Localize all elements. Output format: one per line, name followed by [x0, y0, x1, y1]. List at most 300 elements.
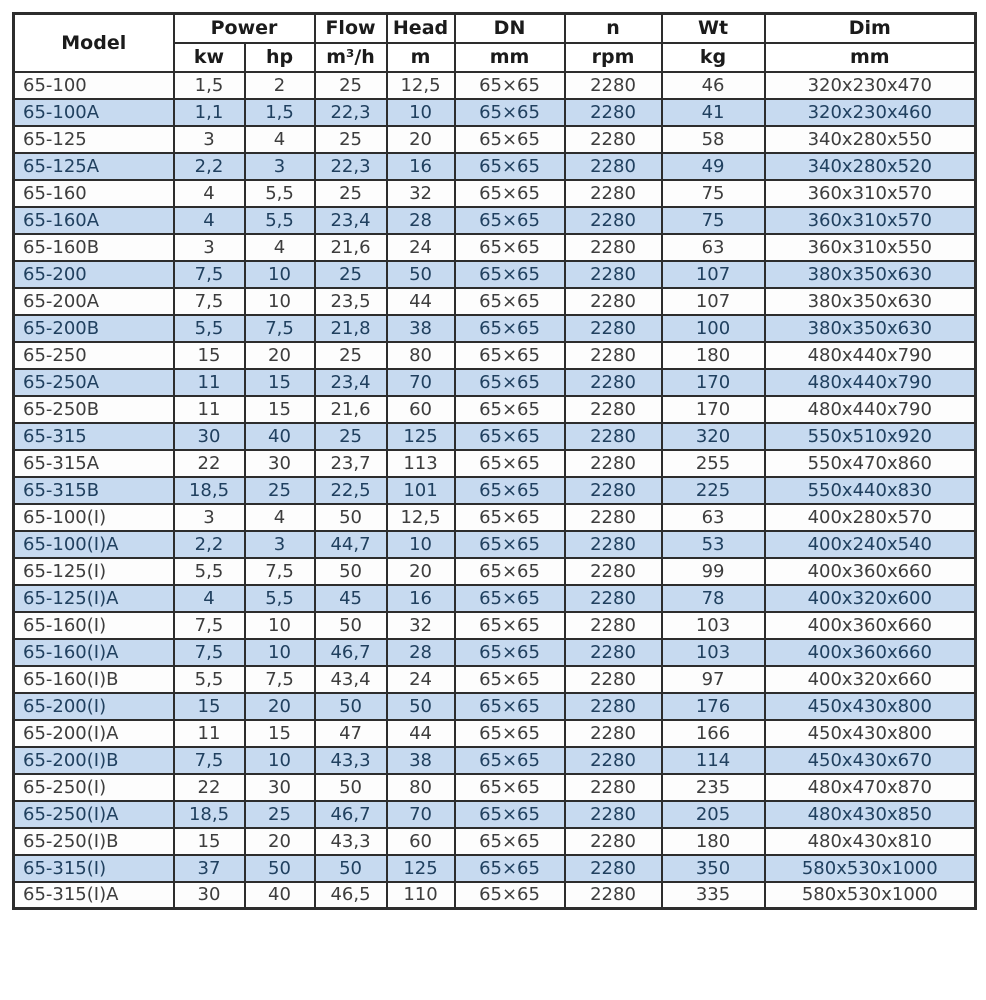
cell-dim: 320x230x460: [765, 99, 976, 126]
column-header-wt: Wt: [662, 14, 765, 43]
table-row: [14, 423, 976, 450]
cell-flow: 23,5: [315, 288, 387, 315]
cell-head: 16: [387, 585, 455, 612]
cell-power-kw: 4: [174, 180, 245, 207]
cell-power-hp: 20: [245, 342, 315, 369]
cell-flow: 25: [315, 72, 387, 99]
cell-dn: 65×65: [455, 774, 565, 801]
cell-head: 50: [387, 693, 455, 720]
cell-power-kw: 22: [174, 774, 245, 801]
cell-dim: 320x230x470: [765, 72, 976, 99]
cell-power-kw: 11: [174, 720, 245, 747]
cell-wt: 99: [662, 558, 765, 585]
cell-dn: 65×65: [455, 180, 565, 207]
cell-dn: 65×65: [455, 207, 565, 234]
cell-head: 20: [387, 558, 455, 585]
table-row: [14, 774, 976, 801]
cell-head: 12,5: [387, 504, 455, 531]
cell-dim: 380x350x630: [765, 288, 976, 315]
column-header-power: Power: [174, 14, 315, 43]
cell-power-kw: 4: [174, 585, 245, 612]
cell-n: 2280: [565, 693, 662, 720]
cell-model: 65-100: [14, 72, 174, 99]
cell-n: 2280: [565, 342, 662, 369]
cell-wt: 63: [662, 504, 765, 531]
cell-wt: 41: [662, 99, 765, 126]
cell-power-kw: 1,5: [174, 72, 245, 99]
cell-dn: 65×65: [455, 504, 565, 531]
cell-power-kw: 7,5: [174, 747, 245, 774]
cell-power-kw: 37: [174, 855, 245, 882]
table-row: [14, 234, 976, 261]
cell-flow: 47: [315, 720, 387, 747]
cell-model: 65-125(I)A: [14, 585, 174, 612]
cell-dim: 480x430x810: [765, 828, 976, 855]
cell-n: 2280: [565, 720, 662, 747]
cell-dn: 65×65: [455, 882, 565, 909]
unit-header-n-rpm: rpm: [565, 43, 662, 72]
cell-wt: 58: [662, 126, 765, 153]
cell-dim: 580x530x1000: [765, 855, 976, 882]
cell-flow: 50: [315, 504, 387, 531]
cell-head: 28: [387, 207, 455, 234]
cell-wt: 107: [662, 261, 765, 288]
cell-head: 101: [387, 477, 455, 504]
cell-wt: 103: [662, 612, 765, 639]
cell-wt: 75: [662, 180, 765, 207]
cell-model: 65-100(I): [14, 504, 174, 531]
cell-model: 65-100A: [14, 99, 174, 126]
cell-dn: 65×65: [455, 666, 565, 693]
cell-flow: 22,3: [315, 99, 387, 126]
cell-flow: 50: [315, 612, 387, 639]
cell-power-kw: 15: [174, 828, 245, 855]
cell-flow: 22,5: [315, 477, 387, 504]
spec-table-container: [12, 12, 977, 910]
cell-n: 2280: [565, 828, 662, 855]
cell-wt: 103: [662, 639, 765, 666]
cell-dn: 65×65: [455, 477, 565, 504]
cell-power-kw: 1,1: [174, 99, 245, 126]
cell-model: 65-315: [14, 423, 174, 450]
cell-power-kw: 7,5: [174, 288, 245, 315]
cell-model: 65-315(I): [14, 855, 174, 882]
cell-dn: 65×65: [455, 801, 565, 828]
cell-power-hp: 15: [245, 396, 315, 423]
cell-model: 65-315A: [14, 450, 174, 477]
cell-flow: 25: [315, 423, 387, 450]
cell-dim: 450x430x800: [765, 720, 976, 747]
cell-wt: 100: [662, 315, 765, 342]
cell-power-hp: 5,5: [245, 585, 315, 612]
cell-power-hp: 50: [245, 855, 315, 882]
table-row: [14, 693, 976, 720]
table-row: [14, 801, 976, 828]
cell-n: 2280: [565, 99, 662, 126]
cell-n: 2280: [565, 207, 662, 234]
cell-wt: 225: [662, 477, 765, 504]
cell-model: 65-315(I)A: [14, 882, 174, 909]
table-row: [14, 855, 976, 882]
cell-wt: 75: [662, 207, 765, 234]
cell-model: 65-200: [14, 261, 174, 288]
cell-model: 65-200(I)B: [14, 747, 174, 774]
cell-power-kw: 7,5: [174, 612, 245, 639]
cell-n: 2280: [565, 612, 662, 639]
cell-flow: 50: [315, 855, 387, 882]
cell-model: 65-200B: [14, 315, 174, 342]
cell-dn: 65×65: [455, 288, 565, 315]
cell-flow: 23,7: [315, 450, 387, 477]
cell-n: 2280: [565, 531, 662, 558]
cell-flow: 46,7: [315, 639, 387, 666]
cell-dim: 480x470x870: [765, 774, 976, 801]
cell-head: 10: [387, 99, 455, 126]
cell-head: 125: [387, 423, 455, 450]
cell-model: 65-200A: [14, 288, 174, 315]
cell-dn: 65×65: [455, 234, 565, 261]
cell-head: 16: [387, 153, 455, 180]
cell-wt: 114: [662, 747, 765, 774]
cell-head: 110: [387, 882, 455, 909]
table-row: [14, 477, 976, 504]
table-row: [14, 612, 976, 639]
table-row: [14, 72, 976, 99]
cell-dim: 380x350x630: [765, 261, 976, 288]
cell-n: 2280: [565, 801, 662, 828]
cell-head: 20: [387, 126, 455, 153]
cell-dim: 400x360x660: [765, 612, 976, 639]
cell-dn: 65×65: [455, 99, 565, 126]
table-header: [14, 14, 976, 72]
cell-head: 32: [387, 612, 455, 639]
cell-power-kw: 18,5: [174, 801, 245, 828]
cell-wt: 320: [662, 423, 765, 450]
cell-wt: 235: [662, 774, 765, 801]
cell-power-kw: 7,5: [174, 261, 245, 288]
cell-power-hp: 5,5: [245, 207, 315, 234]
cell-flow: 43,3: [315, 828, 387, 855]
cell-dim: 380x350x630: [765, 315, 976, 342]
cell-dn: 65×65: [455, 720, 565, 747]
column-header-dim: Dim: [765, 14, 976, 43]
cell-model: 65-250(I)A: [14, 801, 174, 828]
cell-model: 65-125: [14, 126, 174, 153]
cell-model: 65-160(I)B: [14, 666, 174, 693]
cell-head: 80: [387, 342, 455, 369]
cell-dn: 65×65: [455, 531, 565, 558]
table-row: [14, 666, 976, 693]
cell-wt: 180: [662, 342, 765, 369]
cell-dim: 400x360x660: [765, 558, 976, 585]
unit-header-head-m: m: [387, 43, 455, 72]
cell-n: 2280: [565, 450, 662, 477]
table-row: [14, 558, 976, 585]
cell-power-kw: 11: [174, 369, 245, 396]
cell-model: 65-160(I): [14, 612, 174, 639]
cell-n: 2280: [565, 288, 662, 315]
column-header-head: Head: [387, 14, 455, 43]
cell-wt: 53: [662, 531, 765, 558]
cell-n: 2280: [565, 126, 662, 153]
cell-dn: 65×65: [455, 639, 565, 666]
cell-dim: 450x430x670: [765, 747, 976, 774]
unit-header-dn-mm: mm: [455, 43, 565, 72]
cell-head: 32: [387, 180, 455, 207]
cell-wt: 78: [662, 585, 765, 612]
cell-dn: 65×65: [455, 423, 565, 450]
cell-wt: 46: [662, 72, 765, 99]
cell-n: 2280: [565, 396, 662, 423]
cell-wt: 170: [662, 396, 765, 423]
cell-model: 65-250A: [14, 369, 174, 396]
cell-model: 65-315B: [14, 477, 174, 504]
table-row: [14, 828, 976, 855]
table-row: [14, 99, 976, 126]
cell-wt: 166: [662, 720, 765, 747]
cell-dim: 360x310x570: [765, 180, 976, 207]
cell-dim: 550x440x830: [765, 477, 976, 504]
cell-n: 2280: [565, 558, 662, 585]
cell-power-hp: 10: [245, 747, 315, 774]
column-header-flow: Flow: [315, 14, 387, 43]
cell-flow: 50: [315, 774, 387, 801]
cell-model: 65-250(I)B: [14, 828, 174, 855]
cell-power-hp: 1,5: [245, 99, 315, 126]
cell-power-kw: 15: [174, 693, 245, 720]
cell-flow: 21,8: [315, 315, 387, 342]
cell-model: 65-250B: [14, 396, 174, 423]
cell-power-kw: 30: [174, 423, 245, 450]
cell-head: 28: [387, 639, 455, 666]
cell-power-hp: 3: [245, 153, 315, 180]
table-row: [14, 396, 976, 423]
cell-power-hp: 25: [245, 477, 315, 504]
table-row: [14, 882, 976, 909]
cell-n: 2280: [565, 477, 662, 504]
cell-dn: 65×65: [455, 369, 565, 396]
cell-wt: 350: [662, 855, 765, 882]
cell-model: 65-125(I): [14, 558, 174, 585]
cell-flow: 43,3: [315, 747, 387, 774]
cell-model: 65-160A: [14, 207, 174, 234]
cell-power-kw: 5,5: [174, 558, 245, 585]
cell-model: 65-250: [14, 342, 174, 369]
cell-power-kw: 7,5: [174, 639, 245, 666]
cell-dim: 550x510x920: [765, 423, 976, 450]
cell-n: 2280: [565, 774, 662, 801]
cell-power-hp: 7,5: [245, 558, 315, 585]
cell-head: 113: [387, 450, 455, 477]
cell-power-hp: 2: [245, 72, 315, 99]
cell-model: 65-200(I): [14, 693, 174, 720]
cell-dn: 65×65: [455, 855, 565, 882]
cell-wt: 176: [662, 693, 765, 720]
cell-flow: 23,4: [315, 369, 387, 396]
table-row: [14, 153, 976, 180]
cell-dn: 65×65: [455, 612, 565, 639]
cell-head: 12,5: [387, 72, 455, 99]
cell-dn: 65×65: [455, 396, 565, 423]
cell-power-kw: 30: [174, 882, 245, 909]
cell-head: 70: [387, 369, 455, 396]
table-row: [14, 585, 976, 612]
cell-power-hp: 15: [245, 369, 315, 396]
cell-power-kw: 3: [174, 504, 245, 531]
cell-dim: 480x440x790: [765, 396, 976, 423]
cell-flow: 22,3: [315, 153, 387, 180]
cell-flow: 23,4: [315, 207, 387, 234]
unit-header-flow-m3h: m³/h: [315, 43, 387, 72]
table-row: [14, 261, 976, 288]
cell-dim: 360x310x550: [765, 234, 976, 261]
table-row: [14, 450, 976, 477]
cell-flow: 25: [315, 126, 387, 153]
cell-power-hp: 4: [245, 234, 315, 261]
cell-dn: 65×65: [455, 72, 565, 99]
cell-head: 50: [387, 261, 455, 288]
cell-power-kw: 3: [174, 126, 245, 153]
cell-power-hp: 40: [245, 423, 315, 450]
cell-flow: 45: [315, 585, 387, 612]
cell-dn: 65×65: [455, 153, 565, 180]
cell-dn: 65×65: [455, 315, 565, 342]
cell-dim: 340x280x550: [765, 126, 976, 153]
cell-flow: 50: [315, 558, 387, 585]
cell-dim: 400x320x660: [765, 666, 976, 693]
cell-power-hp: 15: [245, 720, 315, 747]
cell-dn: 65×65: [455, 558, 565, 585]
table-row: [14, 639, 976, 666]
cell-head: 44: [387, 720, 455, 747]
cell-power-kw: 18,5: [174, 477, 245, 504]
cell-power-kw: 15: [174, 342, 245, 369]
cell-dim: 360x310x570: [765, 207, 976, 234]
cell-flow: 21,6: [315, 234, 387, 261]
cell-head: 38: [387, 747, 455, 774]
cell-power-hp: 7,5: [245, 315, 315, 342]
column-header-dn: DN: [455, 14, 565, 43]
cell-power-hp: 30: [245, 774, 315, 801]
cell-dim: 450x430x800: [765, 693, 976, 720]
pump-spec-table: [12, 12, 977, 910]
cell-model: 65-250(I): [14, 774, 174, 801]
cell-power-hp: 30: [245, 450, 315, 477]
cell-power-hp: 10: [245, 639, 315, 666]
cell-dn: 65×65: [455, 261, 565, 288]
cell-model: 65-200(I)A: [14, 720, 174, 747]
cell-dim: 340x280x520: [765, 153, 976, 180]
cell-model: 65-125A: [14, 153, 174, 180]
cell-model: 65-100(I)A: [14, 531, 174, 558]
cell-power-hp: 20: [245, 828, 315, 855]
cell-dim: 400x280x570: [765, 504, 976, 531]
cell-wt: 255: [662, 450, 765, 477]
cell-n: 2280: [565, 423, 662, 450]
cell-wt: 97: [662, 666, 765, 693]
cell-head: 60: [387, 396, 455, 423]
unit-header-wt-kg: kg: [662, 43, 765, 72]
cell-n: 2280: [565, 747, 662, 774]
table-row: [14, 288, 976, 315]
cell-wt: 107: [662, 288, 765, 315]
cell-model: 65-160(I)A: [14, 639, 174, 666]
cell-power-kw: 22: [174, 450, 245, 477]
cell-power-kw: 5,5: [174, 666, 245, 693]
cell-dim: 400x320x600: [765, 585, 976, 612]
table-row: [14, 180, 976, 207]
cell-power-kw: 5,5: [174, 315, 245, 342]
cell-head: 70: [387, 801, 455, 828]
table-row: [14, 207, 976, 234]
cell-flow: 25: [315, 342, 387, 369]
cell-n: 2280: [565, 261, 662, 288]
cell-model: 65-160B: [14, 234, 174, 261]
cell-wt: 205: [662, 801, 765, 828]
cell-head: 80: [387, 774, 455, 801]
cell-n: 2280: [565, 180, 662, 207]
cell-wt: 335: [662, 882, 765, 909]
cell-dn: 65×65: [455, 747, 565, 774]
cell-n: 2280: [565, 369, 662, 396]
cell-flow: 43,4: [315, 666, 387, 693]
cell-flow: 25: [315, 261, 387, 288]
table-row: [14, 342, 976, 369]
cell-n: 2280: [565, 504, 662, 531]
cell-power-hp: 20: [245, 693, 315, 720]
cell-dim: 580x530x1000: [765, 882, 976, 909]
cell-power-kw: 2,2: [174, 531, 245, 558]
cell-wt: 170: [662, 369, 765, 396]
column-header-n: n: [565, 14, 662, 43]
cell-power-hp: 7,5: [245, 666, 315, 693]
cell-flow: 44,7: [315, 531, 387, 558]
cell-dim: 400x240x540: [765, 531, 976, 558]
cell-wt: 180: [662, 828, 765, 855]
cell-wt: 49: [662, 153, 765, 180]
cell-n: 2280: [565, 639, 662, 666]
header-row-groups: [14, 14, 976, 43]
table-row: [14, 126, 976, 153]
cell-power-hp: 10: [245, 612, 315, 639]
unit-header-hp: hp: [245, 43, 315, 72]
cell-power-kw: 3: [174, 234, 245, 261]
cell-dn: 65×65: [455, 828, 565, 855]
cell-n: 2280: [565, 234, 662, 261]
cell-n: 2280: [565, 585, 662, 612]
table-row: [14, 531, 976, 558]
cell-head: 60: [387, 828, 455, 855]
cell-dn: 65×65: [455, 126, 565, 153]
cell-dim: 400x360x660: [765, 639, 976, 666]
cell-dim: 550x470x860: [765, 450, 976, 477]
cell-flow: 46,5: [315, 882, 387, 909]
cell-dn: 65×65: [455, 342, 565, 369]
column-header-model: Model: [14, 14, 174, 72]
cell-wt: 63: [662, 234, 765, 261]
cell-model: 65-160: [14, 180, 174, 207]
cell-n: 2280: [565, 882, 662, 909]
cell-power-hp: 5,5: [245, 180, 315, 207]
cell-n: 2280: [565, 153, 662, 180]
cell-head: 24: [387, 666, 455, 693]
cell-dim: 480x430x850: [765, 801, 976, 828]
table-row: [14, 747, 976, 774]
cell-flow: 50: [315, 693, 387, 720]
cell-n: 2280: [565, 855, 662, 882]
cell-dim: 480x440x790: [765, 342, 976, 369]
cell-head: 24: [387, 234, 455, 261]
